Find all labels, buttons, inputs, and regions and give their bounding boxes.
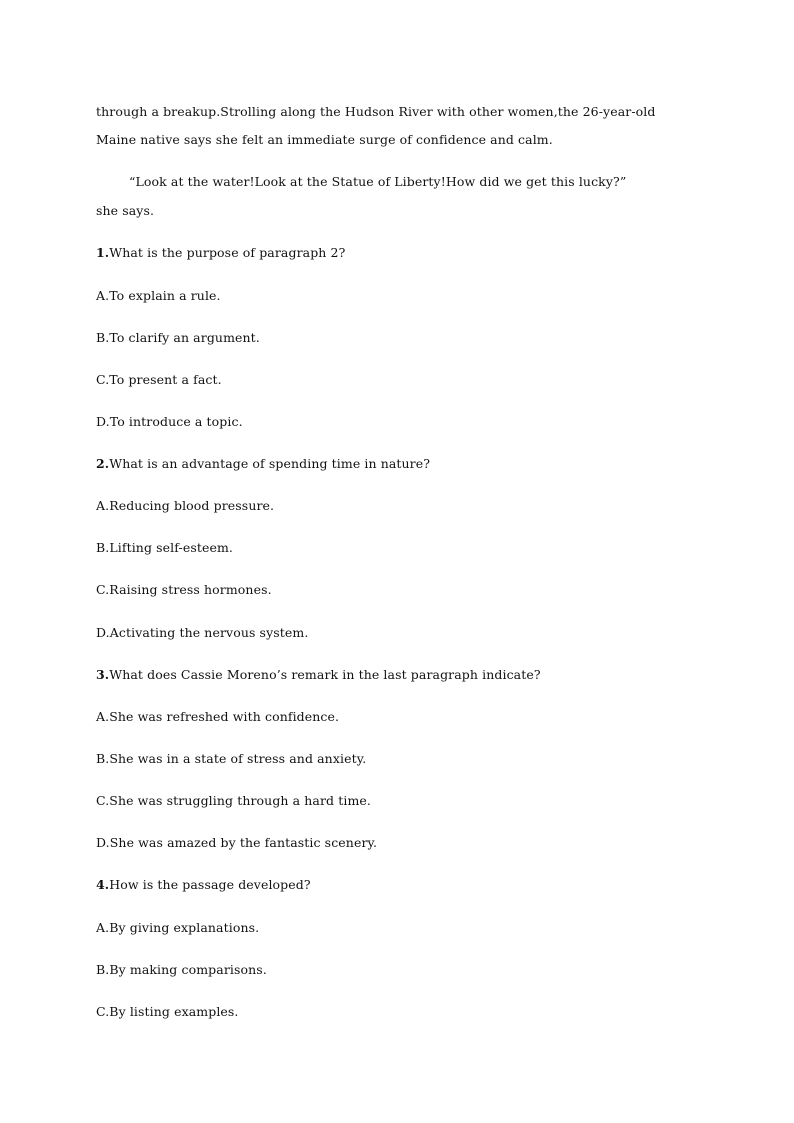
option-1b: B.To clarify an argument. <box>96 330 260 345</box>
passage-line: through a breakup.Strolling along the Hudson River with other women,the 26-year-old <box>96 104 656 119</box>
question-number: 1. <box>96 245 110 260</box>
option-1d: D.To introduce a topic. <box>96 414 243 429</box>
question-number: 2. <box>96 456 110 471</box>
question-text: What is an advantage of spending time in nature? <box>109 456 431 471</box>
question-1 <box>96 245 345 261</box>
option-2d: D.Activating the nervous system. <box>96 625 309 640</box>
option-2a: A.Reducing blood pressure. <box>96 498 275 513</box>
option-4c: C.By listing examples. <box>96 1004 239 1019</box>
passage-line: “Look at the water!Look at the Statue of Liberty!How did we get this lucky?” <box>129 174 627 189</box>
question-4 <box>96 877 311 893</box>
option-4a: A.By giving explanations. <box>96 920 260 935</box>
passage-line: she says. <box>96 203 155 218</box>
question-2 <box>96 456 430 472</box>
question-number: 3. <box>96 667 110 682</box>
option-3b: B.She was in a state of stress and anxiety. <box>96 751 367 766</box>
option-3c: C.She was struggling through a hard time. <box>96 793 371 808</box>
option-3a: A.She was refreshed with confidence. <box>96 709 340 724</box>
question-number: 4. <box>96 877 110 892</box>
question-text: How is the passage developed? <box>109 877 311 892</box>
question-text: What does Cassie Moreno’s remark in the last paragraph indicate? <box>109 667 541 682</box>
option-3d: D.She was amazed by the fantastic scenery. <box>96 835 378 850</box>
question-text: What is the purpose of paragraph 2? <box>109 245 346 260</box>
question-3 <box>96 667 541 683</box>
option-1a: A.To explain a rule. <box>96 288 221 303</box>
option-1c: C.To present a fact. <box>96 372 222 387</box>
passage-line: Maine native says she felt an immediate surge of confidence and calm. <box>96 132 553 147</box>
option-2c: C.Raising stress hormones. <box>96 582 272 597</box>
option-2b: B.Lifting self-esteem. <box>96 540 234 555</box>
option-4b: B.By making comparisons. <box>96 962 267 977</box>
